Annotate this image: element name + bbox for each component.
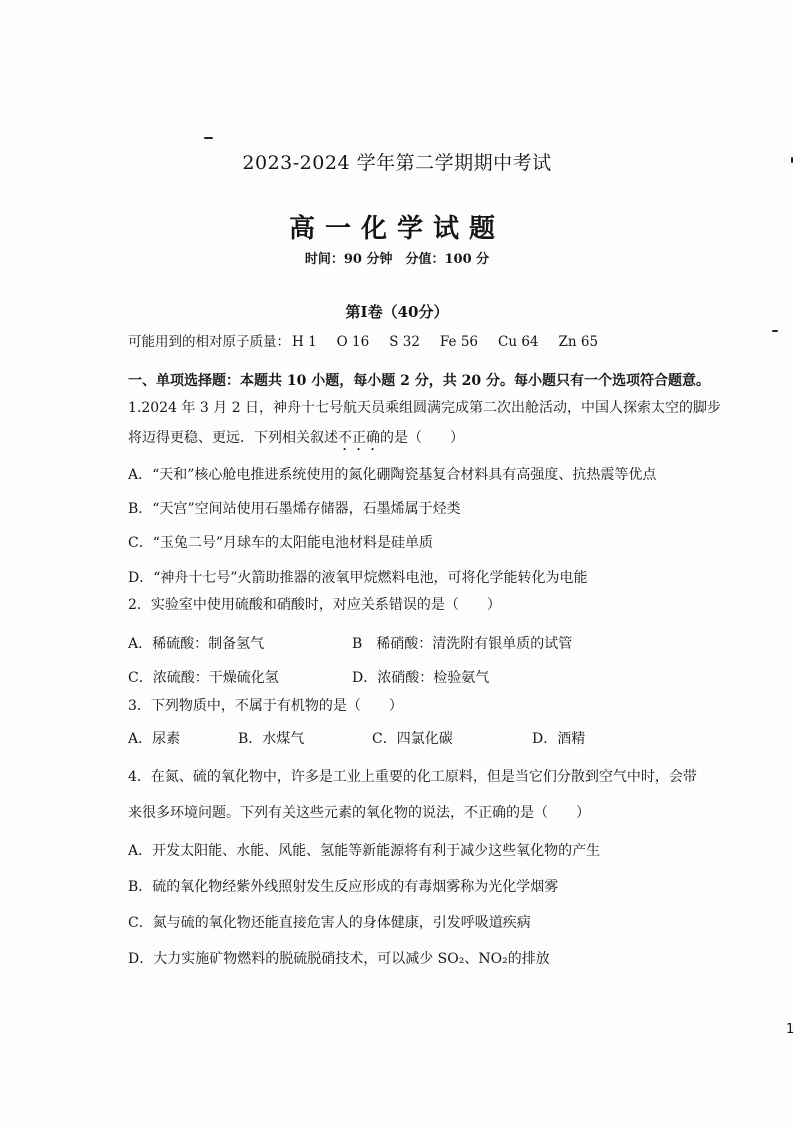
atomic-mass-s: S 32 <box>389 334 420 350</box>
question-2-stem: 2．实验室中使用硫酸和硝酸时，对应关系错误的是（ ） <box>128 597 501 613</box>
question-3-option-a: A．尿素 <box>128 731 181 747</box>
question-2-options-row2 <box>128 667 489 687</box>
question-3-stem: 3．下列物质中，不属于有机物的是（ ） <box>128 698 403 714</box>
question-2-options-row1 <box>128 633 572 653</box>
page-number: 1 <box>786 1022 794 1037</box>
question-1-stem-line1: 1.2024 年 3 月 2 日，神舟十七号航天员乘组圆满完成第二次出舱活动，中国人探索太空的脚步 <box>128 400 722 416</box>
question-2-option-a: A．稀硫酸：制备氢气 <box>128 636 265 652</box>
emphasis-not-correct: 不正确 <box>338 430 380 446</box>
question-4-option-a: A．开发太阳能、水能、风能、氢能等新能源将有利于减少这些氧化物的产生 <box>128 843 601 859</box>
atomic-mass-label: 可能用到的相对原子质量： <box>128 334 290 350</box>
scan-speck <box>772 330 778 332</box>
atomic-mass-h: H 1 <box>292 334 317 350</box>
part-instructions: 一、单项选择题：本题共 10 小题，每小题 2 分，共 20 分。每小题只有一个选项符合题意。 <box>128 373 710 389</box>
question-1-stem-text: 将迈得更稳、更远．下列相关叙述 <box>128 430 338 446</box>
section-title: 第Ⅰ卷（40分） <box>345 303 449 321</box>
question-1-stem-end: 的是（ ） <box>380 430 464 446</box>
question-3-options <box>128 728 585 748</box>
question-4-option-d: D．大力实施矿物燃料的脱硫脱硝技术，可以减少 SO₂、NO₂的排放 <box>128 951 550 967</box>
exam-title: 2023-2024 学年第二学期期中考试 <box>242 152 552 174</box>
question-4-option-c: C．氮与硫的氧化物还能直接危害人的身体健康，引发呼吸道疾病 <box>128 915 531 931</box>
atomic-mass-line <box>128 330 618 350</box>
question-1-stem-line2 <box>128 427 464 454</box>
scan-speck <box>204 137 213 139</box>
question-3-option-b: B．水煤气 <box>238 731 305 747</box>
question-4-option-b: B．硫的氧化物经紫外线照射发生反应形成的有毒烟雾称为光化学烟雾 <box>128 879 559 895</box>
atomic-mass-cu: Cu 64 <box>498 334 539 350</box>
question-4-stem-line2: 来很多环境问题。下列有关这些元素的氧化物的说法，不正确的是（ ） <box>128 805 590 821</box>
question-4-stem-line1: 4．在氮、硫的氧化物中，许多是工业上重要的化工原料，但是当它们分散到空气中时，会带 <box>128 769 697 785</box>
question-2-option-d: D．浓硝酸：检验氨气 <box>352 670 490 686</box>
question-2-option-b: B 稀硝酸：清洗附有银单质的试管 <box>352 636 573 652</box>
question-1-option-a: A．“天和”核心舱电推进系统使用的氮化硼陶瓷基复合材料具有高强度、抗热震等优点 <box>128 467 657 483</box>
time-and-score: 时间：90 分钟 分值：100 分 <box>304 252 490 267</box>
question-1-option-c: C．“玉兔二号”月球车的太阳能电池材料是硅单质 <box>128 535 434 551</box>
atomic-mass-zn: Zn 65 <box>558 334 599 350</box>
question-2-option-c: C．浓硫酸：干燥硫化氢 <box>128 670 279 686</box>
question-3-option-d: D．酒精 <box>532 731 586 747</box>
subject-title: 高一化学试题 <box>288 214 505 244</box>
question-3-option-c: C．四氯化碳 <box>372 731 453 747</box>
atomic-mass-o: O 16 <box>336 334 370 350</box>
question-1-option-b: B．“天宫”空间站使用石墨烯存储器，石墨烯属于烃类 <box>128 501 461 517</box>
question-1-option-d: D．“神舟十七号”火箭助推器的液氧甲烷燃料电池，可将化学能转化为电能 <box>128 570 588 586</box>
atomic-mass-fe: Fe 56 <box>439 334 479 350</box>
